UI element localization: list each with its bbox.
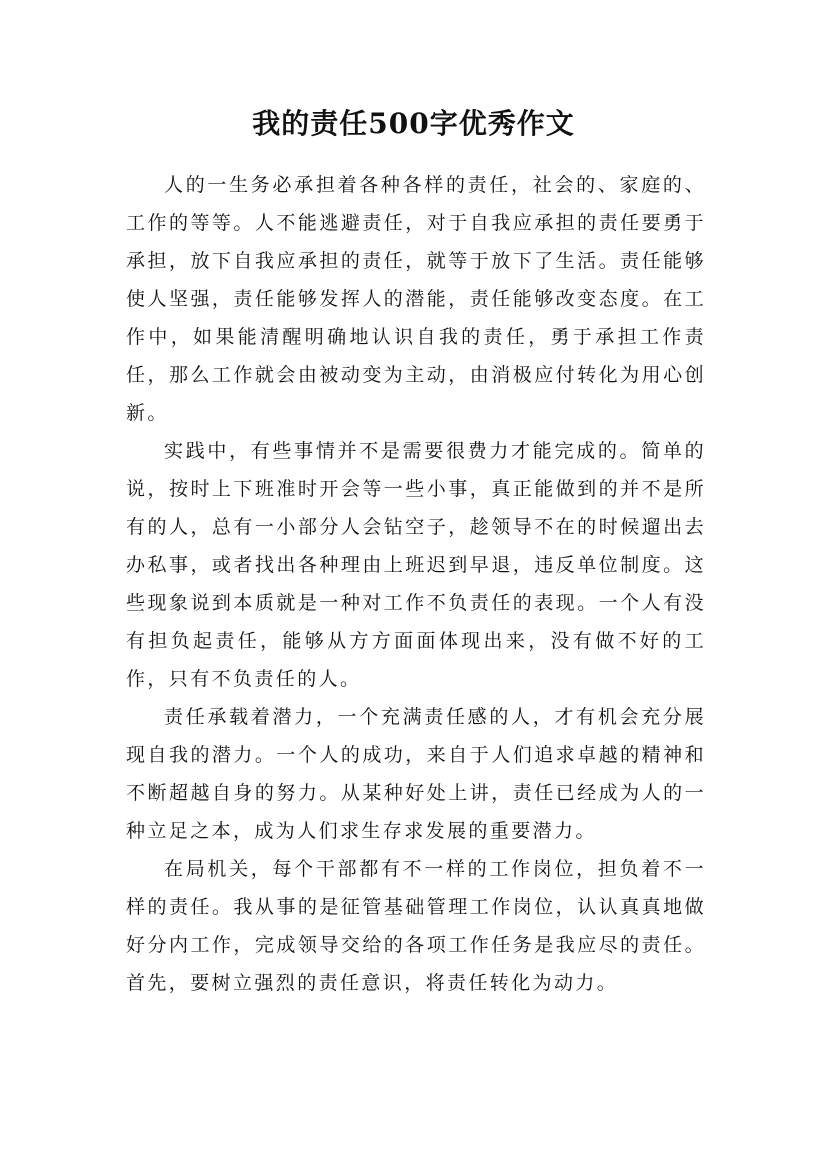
document-body <box>126 166 706 1002</box>
paragraph-2: 实践中，有些事情并不是需要很费力才能完成的。简单的说，按时上下班准时开会等一些小事，真正能做到的并不是所有的人，总有一小部分人会钻空子，趁领导不在的时候遛出去办私事，或者找出各种理由上班迟到早退，违反单位制度。这些现象说到本质就是一种对工作不负责任的表现。一个人有没有担负起责任，能够从方方面面体现出来，没有做不好的工作，只有不负责任的人。 <box>126 440 706 690</box>
paragraph-4: 在局机关，每个干部都有不一样的工作岗位，担负着不一样的责任。我从事的是征管基础管理工作岗位，认认真真地做好分内工作，完成领导交给的各项工作任务是我应尽的责任。首先，要树立强烈的责任意识，将责任转化为动力。 <box>126 858 706 994</box>
document-title: 我的责任500字优秀作文 <box>252 107 575 140</box>
paragraph-3: 责任承载着潜力，一个充满责任感的人，才有机会充分展现自我的潜力。一个人的成功，来自于人们追求卓越的精神和不断超越自身的努力。从某种好处上讲，责任已经成为人的一种立足之本，成为人们求生存求发展的重要潜力。 <box>126 706 706 842</box>
paragraph-1: 人的一生务必承担着各种各样的责任，社会的、家庭的、工作的等等。人不能逃避责任，对于自我应承担的责任要勇于承担，放下自我应承担的责任，就等于放下了生活。责任能够使人坚强，责任能够发挥人的潜能，责任能够改变态度。在工作中，如果能清醒明确地认识自我的责任，勇于承担工作责任，那么工作就会由被动变为主动，由消极应付转化为用心创新。 <box>126 174 706 424</box>
